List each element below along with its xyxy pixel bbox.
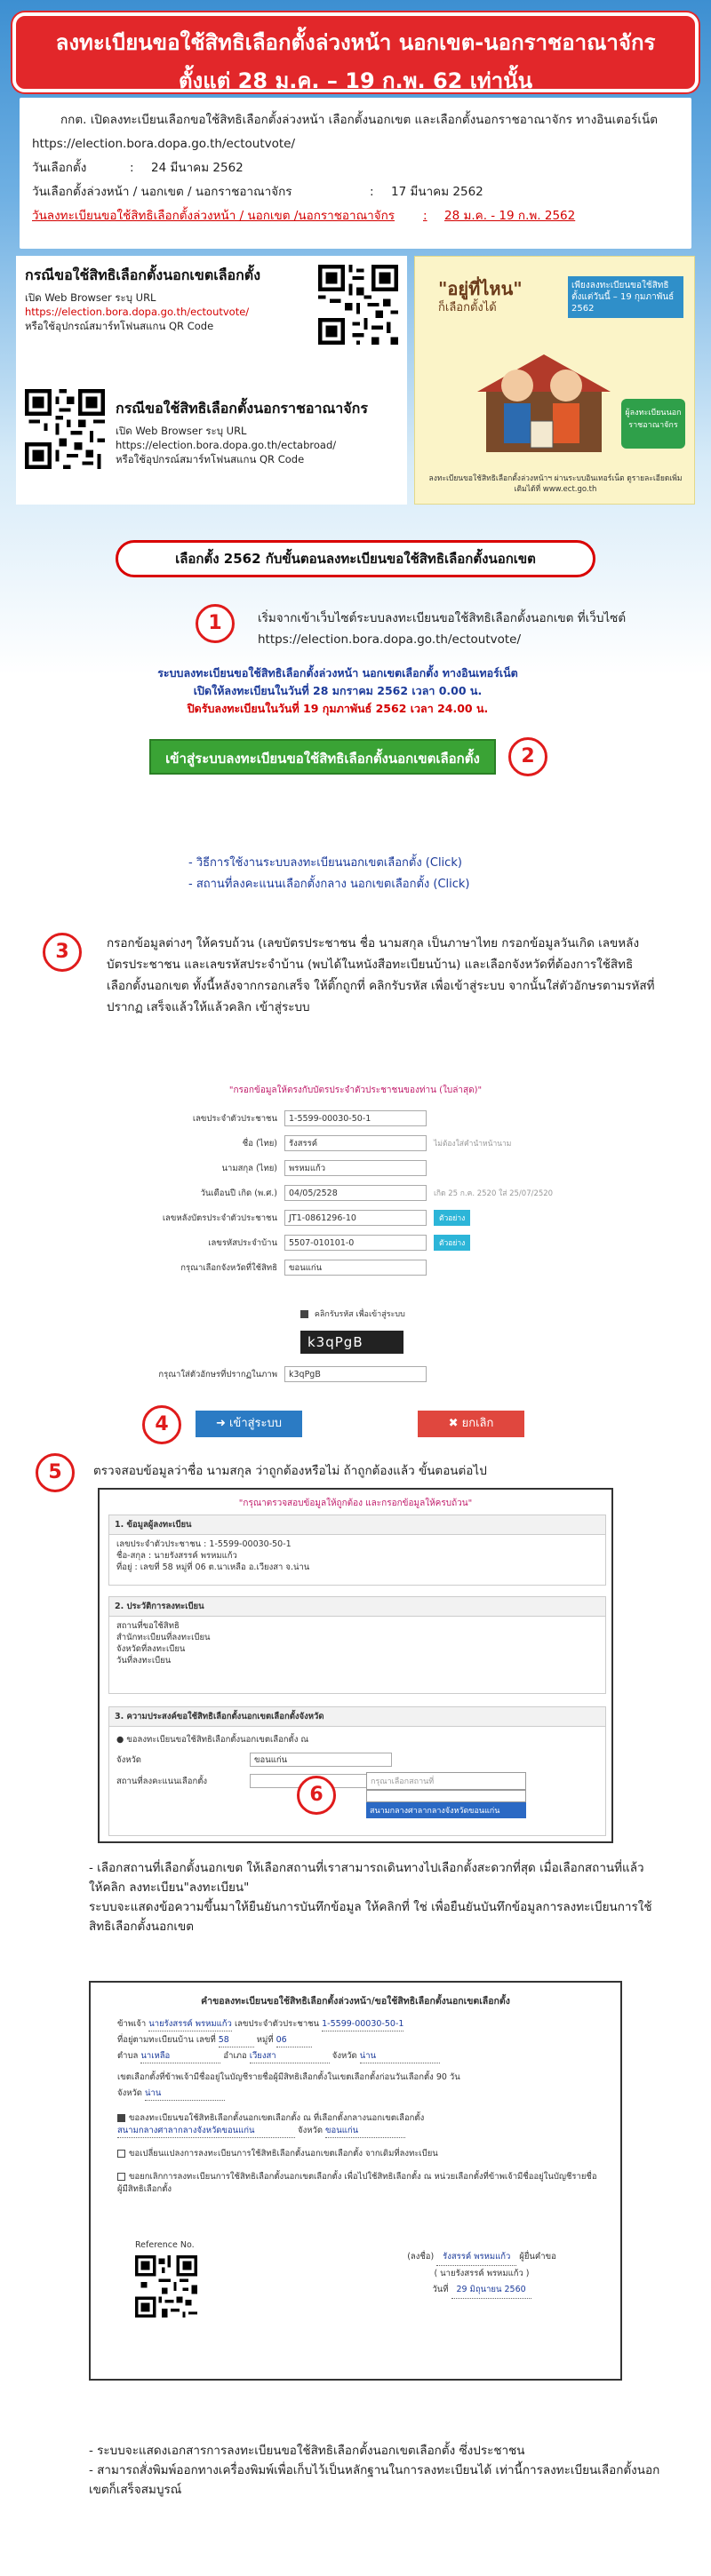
advance-date: 17 มีนาคม 2562: [391, 185, 483, 199]
receipt-screenshot: [89, 1981, 622, 2381]
receipt-value: น่าน: [145, 2087, 225, 2101]
province-select[interactable]: ขอนแก่น: [284, 1260, 427, 1276]
advance-label: วันเลือกตั้งล่วงหน้า / นอกเขต / นอกราชอาณาจักร: [32, 185, 292, 199]
info-intro: กกต. เปิดลงทะเบียนเลือกขอใช้สิทธิเลือกตั้งล่วงหน้า เลือกตั้งนอกเขต และเลือกตั้งนอกราชอาณาจักร ทางอินเตอร์เน็ต https://election.bora.dopa.go.th/ectoutvote/: [32, 113, 658, 151]
field-label: กรุณาเลือกจังหวัดที่ใช้สิทธิ: [180, 1262, 277, 1273]
form-title: "กรอกข้อมูลให้ตรงกับบัตรประจำตัวประชาชนของท่าน (ใบล่าสุด)": [228, 1085, 483, 1095]
captcha-check-label: คลิกรับรหัส เพื่อเข้าสู่ระบบ: [314, 1310, 405, 1319]
poster-title: "อยู่ที่ไหน": [438, 278, 523, 299]
advance-date-row: [32, 180, 679, 204]
section-body: [109, 1727, 605, 1792]
receipt-value: เวียงสา: [250, 2050, 330, 2063]
qr-code-abroad-icon: [25, 389, 105, 469]
summary-section-3: [108, 1706, 606, 1836]
separator: :: [130, 161, 134, 175]
summary-line: สำนักทะเบียนที่ลงทะเบียน: [116, 1633, 211, 1642]
section-heading: 3. ความประสงค์ขอใช้สิทธิเลือกตั้งนอกเขตเลือกตั้งจังหวัด: [109, 1707, 605, 1727]
field-label: นามสกุล (ไทย): [221, 1163, 277, 1173]
signature: รังสรรค์ พรหมแก้ว: [436, 2249, 516, 2266]
firstname-input[interactable]: รังสรรค์: [284, 1135, 427, 1151]
signature-block: [357, 2249, 606, 2299]
info-box: [20, 98, 691, 249]
receipt-value: นาเหลือ: [140, 2050, 220, 2063]
summary-title: "กรุณาตรวจสอบข้อมูลให้ถูกต้อง และกรอกข้อมูลให้ครบถ้วน": [238, 1499, 473, 1508]
receipt-text: จังหวัด: [332, 2051, 357, 2061]
example-button[interactable]: ตัวอย่าง: [434, 1210, 470, 1226]
checkbox: [117, 2150, 125, 2158]
place-dropdown[interactable]: [366, 1772, 526, 1818]
reference-block: [135, 2240, 197, 2318]
poster-badge: ผู้ลงทะเบียนนอกราชอาณาจักร: [621, 399, 685, 449]
province-row: [116, 1753, 598, 1767]
steps-heading: เลือกตั้ง 2562 กับขั้นตอนลงทะเบียนขอใช้สิทธิเลือกตั้งนอกเขต: [116, 540, 595, 577]
step6-line1: - เลือกสถานที่เลือกตั้งนอกเขต ให้เลือกสถานที่เราสามารถเดินทางไปเลือกตั้งสะดวกที่สุด เมื่อเลือกสถานที่แล้วให้คลิก ลงทะเบียน"ลงทะเบียน": [89, 1861, 644, 1895]
cancel-button[interactable]: [418, 1411, 524, 1437]
case-outvote-url[interactable]: https://election.bora.dopa.go.th/ectoutvote/: [25, 306, 250, 318]
receipt-text: ขอยกเลิกการลงทะเบียนการใช้สิทธิเลือกตั้งนอกเขตเลือกตั้ง เพื่อไปใช้สิทธิเลือกตั้ง ณ หน่วยเลือกตั้งที่ข้าพเจ้ามีชื่ออยู่ในบัญชีรายชื่อผู้มีสิทธิเลือกตั้ง: [117, 2172, 597, 2194]
receipt-text: ตำบล: [117, 2051, 139, 2061]
receipt-value: ขอนแก่น: [325, 2125, 405, 2138]
receipt-text: ที่อยู่ตามทะเบียนบ้าน เลขที่: [117, 2035, 216, 2045]
login-icon: ➜: [215, 1417, 229, 1430]
system-hours: [107, 664, 569, 718]
case-box: [16, 256, 407, 505]
field-birthdate: [151, 1185, 553, 1201]
summary-line: ชื่อ-สกุล : นายรังสรรค์ พรหมแก้ว: [116, 1551, 237, 1561]
register-date: 28 ม.ค. - 19 ก.พ. 2562: [444, 209, 576, 223]
id-input[interactable]: 1-5599-00030-50-1: [284, 1110, 427, 1126]
case-outvote-line1: เปิด Web Browser ระบุ URL: [25, 291, 156, 304]
system-line1: ระบบลงทะเบียนขอใช้สิทธิเลือกตั้งล่วงหน้า นอกเขตเลือกตั้ง ทางอินเทอร์เน็ต: [157, 666, 518, 680]
poster-illustration-icon: [468, 337, 619, 461]
receipt-line: [117, 2034, 597, 2047]
case-abroad-title: กรณีขอใช้สิทธิเลือกตั้งนอกราชอาณาจักร: [116, 400, 368, 417]
system-line2: เปิดให้ลงทะเบียนในวันที่ 28 มกราคม 2562 เวลา 0.00 น.: [193, 684, 483, 697]
sign-label: (ลงชื่อ): [407, 2252, 435, 2262]
province-label: จังหวัด: [116, 1754, 141, 1765]
step1-url[interactable]: https://election.bora.dopa.go.th/ectoutvote/: [258, 632, 522, 647]
birthdate-input[interactable]: 04/05/2528: [284, 1185, 427, 1201]
footer-line1: - ระบบจะแสดงเอกสารการลงทะเบียนขอใช้สิทธิเลือกตั้งนอกเขตเลือกตั้ง ซึ่งประชาชน: [89, 2444, 525, 2458]
receipt-value: สนามกลางศาลากลางจังหวัดขอนแก่น: [117, 2125, 295, 2138]
house-code-input[interactable]: 5507-010101-0: [284, 1235, 427, 1251]
footer-text: [89, 2441, 667, 2500]
step3-text: กรอกข้อมูลต่างๆ ให้ครบถ้วน (เลขบัตรประชาชน ชื่อ นามสกุล เป็นภาษาไทย กรอกข้อมูลวันเกิด เลขหลังบัตรประชาชน และเลขรหัสประจำบ้าน (พบได้ในหนังสือทะเบียนบ้าน) และเลือกจังหวัดที่ต้องการใช้สิทธิเลือกตั้งนอกเขต ทั้งนี้หลังจากกรอกเสร็จ ให้ติ๊กถูกที่ คลิกรับรหัส เพื่อเข้าสู่ระบบ จากนั้นใส่ตัวอักษรตามรหัสที่ปรากฏ เสร็จแล้วให้แล้วคลิก เข้าสู่ระบบ: [107, 936, 655, 1014]
step-number-4: 4: [142, 1405, 181, 1444]
case-abroad: [116, 398, 400, 466]
step-number-6: 6: [297, 1776, 336, 1815]
receipt-text: หมู่ที่: [256, 2035, 274, 2045]
footer-line2: - สามารถสั่งพิมพ์ออกทางเครื่องพิมพ์เพื่อเก็บไว้เป็นหลักฐานในการลงทะเบียนได้ เท่านี้การลงทะเบียนเลือกตั้งนอกเขตก็เสร็จสมบูรณ์: [89, 2463, 660, 2497]
header-line2: ตั้งแต่ 28 ม.ค. – 19 ก.พ. 62 เท่านั้น: [178, 68, 533, 93]
field-hint: ไม่ต้องใส่คำนำหน้านาม: [434, 1140, 512, 1149]
receipt-text: เลขประจำตัวประชาชน: [234, 2019, 320, 2029]
poster-footer: ลงทะเบียนขอใช้สิทธิเลือกตั้งล่วงหน้าฯ ผ่านระบบอินเทอร์เน็ต ดูรายละเอียดเพิ่มเติมได้ที่ www.ect.go.th: [428, 474, 683, 494]
register-label: วันลงทะเบียนขอใช้สิทธิเลือกตั้งล่วงหน้า / นอกเขต /นอกราชอาณาจักร: [32, 209, 395, 223]
receipt-value: น่าน: [360, 2050, 440, 2063]
case-abroad-line1: เปิด Web Browser ระบุ URL: [116, 425, 247, 437]
system-line3: ปิดรับลงทะเบียนในวันที่ 19 กุมภาพันธ์ 2562 เวลา 24.00 น.: [187, 702, 489, 715]
receipt-text: อำเภอ: [223, 2051, 247, 2061]
register-radio-row[interactable]: ● ขอลงทะเบียนขอใช้สิทธิเลือกตั้งนอกเขตเลือกตั้ง ณ: [116, 1735, 309, 1745]
field-firstname: [151, 1135, 511, 1151]
summary-section-1: [108, 1515, 606, 1586]
step6-text: [89, 1858, 658, 1936]
step-number-5: 5: [36, 1453, 75, 1492]
section-heading: 1. ข้อมูลผู้ลงทะเบียน: [109, 1515, 605, 1535]
login-button[interactable]: [196, 1411, 302, 1437]
step-number-3: 3: [43, 933, 82, 972]
case-outvote-line2: หรือใช้อุปกรณ์สมาร์ทโฟนสแกน QR Code: [25, 320, 214, 332]
field-hint: เกิด 25 ก.ค. 2520 ใส่ 25/07/2520: [434, 1189, 554, 1198]
receipt-text: ขอลงทะเบียนขอใช้สิทธิเลือกตั้งนอกเขตเลือกตั้ง ณ ที่เลือกตั้งกลางนอกเขตเลือกตั้ง: [129, 2113, 425, 2123]
captcha-image: k3qPgB: [300, 1331, 403, 1354]
summary-line: ที่อยู่ : เลขที่ 58 หมู่ที่ 06 ต.นาเหลือ อ.เวียงสา จ.น่าน: [116, 1562, 310, 1572]
receipt-line: [117, 2087, 597, 2101]
polling-place-link[interactable]: - สถานที่ลงคะแนนเลือกตั้งกลาง นอกเขตเลือกตั้ง (Click): [188, 878, 470, 891]
field-lastname: [151, 1160, 427, 1176]
receipt-value: 1-5599-00030-50-1: [322, 2018, 403, 2031]
captcha-checkbox[interactable]: [300, 1310, 308, 1318]
field-captcha: [151, 1366, 427, 1382]
captcha-input[interactable]: k3qPgB: [284, 1366, 427, 1382]
receipt-qr-code-icon: [135, 2255, 197, 2318]
section-body: [109, 1535, 605, 1577]
election-date-row: [32, 156, 679, 180]
register-radio-label: ขอลงทะเบียนขอใช้สิทธิเลือกตั้งนอกเขตเลือกตั้ง ณ: [126, 1735, 309, 1745]
example-button[interactable]: ตัวอย่าง: [434, 1235, 470, 1251]
receipt-text: ข้าพเจ้า: [117, 2019, 147, 2029]
section-heading: 2. ประวัติการลงทะเบียน: [109, 1597, 605, 1617]
register-date-row: [32, 204, 679, 228]
election-label: วันเลือกตั้ง: [32, 161, 87, 175]
step-number-1: 1: [196, 604, 235, 643]
step1-line1: เริ่มจากเข้าเว็บไซต์ระบบลงทะเบียนขอใช้สิทธิเลือกตั้งนอกเขต ที่เว็บไซต์: [258, 611, 627, 625]
checkbox: [117, 2173, 125, 2181]
receipt-option-3: [117, 2171, 597, 2196]
header-banner: [12, 12, 699, 92]
header-line1: ลงทะเบียนขอใช้สิทธิเลือกตั้งล่วงหน้า นอกเขต-นอกราชอาณาจักร: [55, 30, 656, 55]
receipt-title: คำขอลงทะเบียนขอใช้สิทธิเลือกตั้งล่วงหน้า/ขอใช้สิทธิเลือกตั้งนอกเขตเลือกตั้ง: [201, 1996, 510, 2007]
separator: :: [370, 185, 374, 199]
field-label: ชื่อ (ไทย): [242, 1138, 277, 1149]
field-label: เลขหลังบัตรประจำตัวประชาชน: [162, 1212, 277, 1223]
campaign-poster: [414, 256, 695, 505]
receipt-line: [117, 2018, 597, 2031]
lastname-input[interactable]: พรหมแก้ว: [284, 1160, 427, 1176]
poster-callout: เพียงลงทะเบียนขอใช้สิทธิ ตั้งแต่วันนี้ – 19 กุมภาพันธ์ 2562: [568, 276, 683, 318]
login-label: เข้าสู่ระบบ: [228, 1417, 283, 1430]
sign-role: ผู้ยื่นคำขอ: [519, 2252, 556, 2262]
case-outvote: [25, 265, 292, 333]
field-label: วันเดือนปี เกิด (พ.ศ.): [200, 1188, 277, 1198]
sign-date: 29 มิถุนายน 2560: [451, 2282, 531, 2299]
field-laser: [151, 1210, 470, 1226]
case-outvote-title: กรณีขอใช้สิทธิเลือกตั้งนอกเขตเลือกตั้ง: [25, 266, 260, 283]
separator: :: [423, 209, 427, 223]
dropdown-option-selected[interactable]: สนามกลางศาลากลางจังหวัดขอนแก่น: [366, 1802, 526, 1818]
qr-code-outvote-icon: [318, 265, 398, 345]
help-links: [188, 853, 470, 895]
receipt-line: [117, 2050, 597, 2063]
sign-name: ( นายรังสรรค์ พรหมแก้ว ): [434, 2269, 530, 2278]
field-province: [151, 1260, 427, 1276]
case-abroad-url[interactable]: https://election.bora.dopa.go.th/ectabroad/: [116, 439, 337, 451]
receipt-text: ขอเปลี่ยนแปลงการลงทะเบียนการใช้สิทธิเลือกตั้งนอกเขตเลือกตั้ง จากเดิมที่ลงทะเบียน: [129, 2149, 438, 2159]
field-label: เลขรหัสประจำบ้าน: [208, 1237, 277, 1248]
poster-subtitle: ก็เลือกตั้งได้: [438, 301, 497, 314]
field-id: [151, 1110, 427, 1126]
summary-line: สถานที่ขอใช้สิทธิ: [116, 1621, 180, 1631]
dropdown-option-empty[interactable]: [366, 1790, 526, 1802]
receipt-option-1: [117, 2112, 597, 2138]
receipt-text: จังหวัด: [298, 2126, 324, 2135]
receipt-option-2: [117, 2148, 597, 2160]
field-house: [151, 1235, 470, 1251]
summary-section-2: [108, 1596, 606, 1694]
summary-line: วันที่ลงทะเบียน: [116, 1656, 172, 1666]
place-label: สถานที่ลงคะแนนเลือกตั้ง: [116, 1776, 208, 1786]
step-number-2: 2: [508, 737, 547, 776]
enter-register-button[interactable]: เข้าสู่ระบบลงทะเบียนขอใช้สิทธิเลือกตั้งนอกเขตเลือกตั้ง: [149, 739, 496, 775]
howto-link[interactable]: - วิธีการใช้งานระบบลงทะเบียนนอกเขตเลือกตั้ง (Click): [188, 856, 462, 870]
checkbox-checked: [117, 2114, 125, 2122]
receipt-value: 06: [276, 2034, 312, 2047]
step1-text: [258, 608, 667, 650]
cancel-label: ยกเลิก: [461, 1417, 494, 1430]
summary-line: จังหวัดที่ลงทะเบียน: [116, 1644, 186, 1654]
province-field[interactable]: ขอนแก่น: [250, 1753, 392, 1767]
receipt-text: จังหวัด: [117, 2088, 142, 2098]
registration-form: [151, 1075, 560, 1403]
election-date: 24 มีนาคม 2562: [151, 161, 244, 175]
date-label: วันที่: [432, 2285, 449, 2294]
close-icon: ✖: [448, 1417, 462, 1430]
laser-code-input[interactable]: JT1-0861296-10: [284, 1210, 427, 1226]
captcha-check-row: [300, 1308, 405, 1320]
field-label: เลขประจำตัวประชาชน: [192, 1113, 277, 1124]
section-body: [109, 1617, 605, 1670]
receipt-line: เขตเลือกตั้งที่ข้าพเจ้ามีชื่ออยู่ในบัญชีรายชื่อผู้มีสิทธิเลือกตั้งในเขตเลือกตั้งก่อนวันเลือกตั้ง 90 วัน: [117, 2072, 460, 2082]
summary-screenshot: [98, 1488, 613, 1843]
receipt-value: 58: [219, 2034, 254, 2047]
summary-line: เลขประจำตัวประชาชน : 1-5599-00030-50-1: [116, 1539, 292, 1549]
step6-line2: ระบบจะแสดงข้อความขึ้นมาให้ยืนยันการบันทึกข้อมูล ให้คลิกที่ ใช่ เพื่อยืนยันบันทึกข้อมูลการลงทะเบียนการใช้สิทธิเลือกตั้งนอกเขต: [89, 1900, 652, 1934]
receipt-value: นายรังสรรค์ พรหมแก้ว: [148, 2018, 232, 2031]
reference-label: Reference No.: [135, 2240, 195, 2250]
case-abroad-line2: หรือใช้อุปกรณ์สมาร์ทโฟนสแกน QR Code: [116, 453, 305, 465]
step5-text: ตรวจสอบข้อมูลว่าชื่อ นามสกุล ว่าถูกต้องหรือไม่ ถ้าถูกต้องแล้ว ขั้นตอนต่อไป: [93, 1464, 487, 1478]
field-label: กรุณาใส่ตัวอักษรที่ปรากฏในภาพ: [158, 1369, 277, 1379]
dropdown-option[interactable]: กรุณาเลือกสถานที่: [366, 1772, 526, 1790]
